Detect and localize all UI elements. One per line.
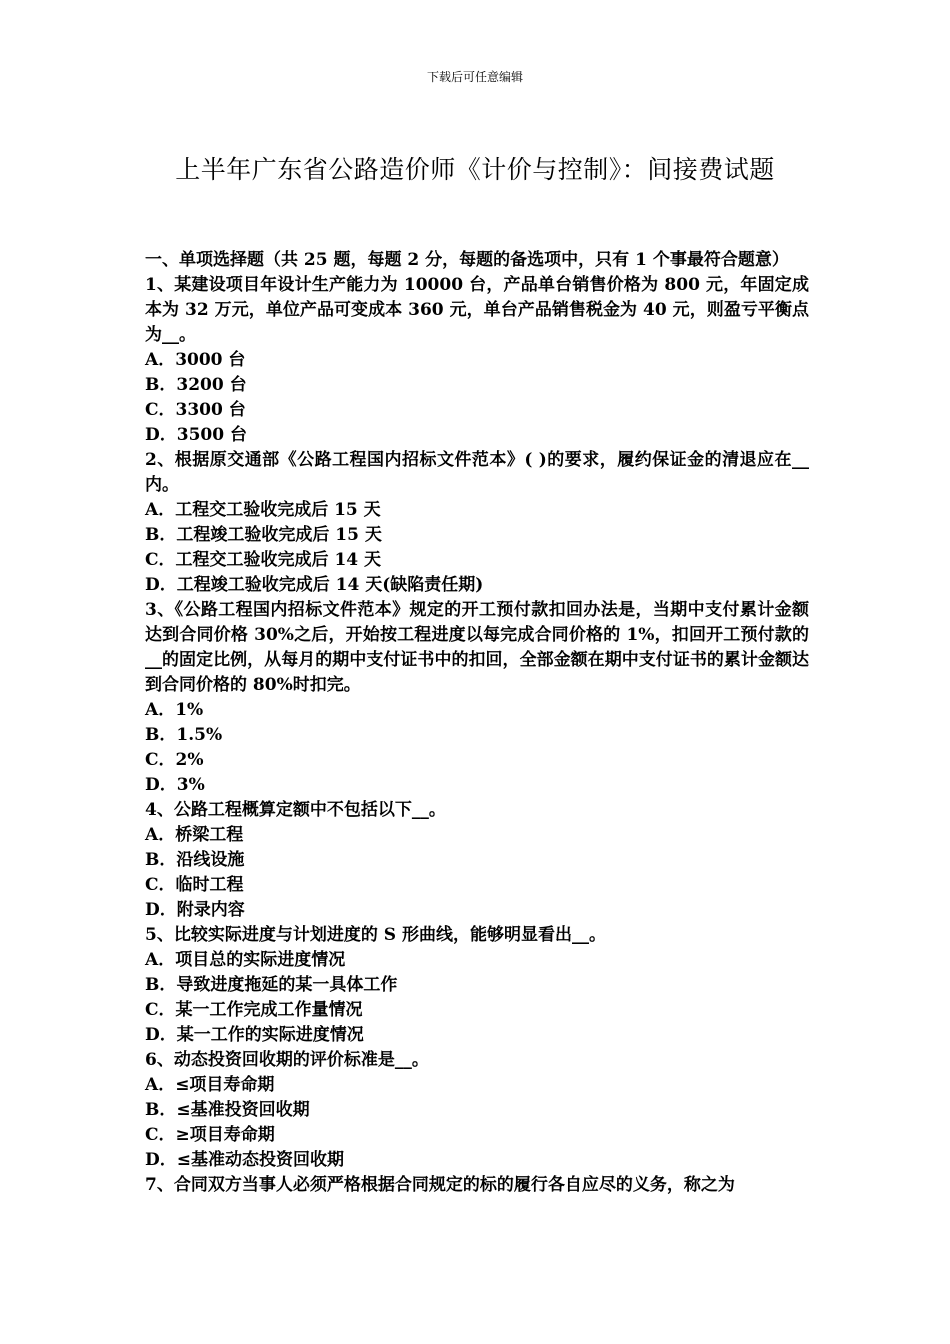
text-line: A．桥梁工程 (145, 825, 244, 845)
text-line: C．某一工作完成工作量情况 (145, 1000, 363, 1020)
text-line: C．2% (145, 750, 204, 770)
text-line: C．≥项目寿命期 (145, 1125, 275, 1145)
text-line: D．工程竣工验收完成后 14 天(缺陷责任期) (145, 575, 484, 595)
text-line: 5、比较实际进度与计划进度的 S 形曲线，能够明显看出__。 (145, 925, 606, 945)
document-body (145, 248, 809, 1198)
text-line: B．导致进度拖延的某一具体工作 (145, 975, 398, 995)
text-line: 3、《公路工程国内招标文件范本》规定的开工预付款扣回办法是，当期中支付累计金额达到合同价格 30%之后，开始按工程进度以每完成合同价格的 1%，扣回开工预付款的__的固定比例，从每月的期中支付证书中的扣回，全部金额在期中支付证书的累计金额达到合同价格的 80%时扣完。 (145, 600, 809, 695)
text-line: 6、动态投资回收期的评价标准是__。 (145, 1050, 429, 1070)
text-line: A．工程交工验收完成后 15 天 (145, 500, 381, 520)
text-line: B．沿线设施 (145, 850, 245, 870)
text-line: 4、公路工程概算定额中不包括以下__。 (145, 800, 446, 820)
text-line: D．3% (145, 775, 205, 795)
text-line: D．3500 台 (145, 425, 247, 445)
text-line: B．工程竣工验收完成后 15 天 (145, 525, 382, 545)
text-line: C．3300 台 (145, 400, 246, 420)
text-line: D．附录内容 (145, 900, 245, 920)
text-line: A．1% (145, 700, 204, 720)
text-line: 2、根据原交通部《公路工程国内招标文件范本》( )的要求，履约保证金的清退应在__内。 (145, 450, 809, 495)
text-line: D．≤基准动态投资回收期 (145, 1150, 344, 1170)
text-line: D．某一工作的实际进度情况 (145, 1025, 364, 1045)
text-line: B．1.5% (145, 725, 223, 745)
text-line: 一、单项选择题（共 25 题，每题 2 分，每题的备选项中，只有 1 个事最符合题意） (145, 250, 789, 270)
page-header: 下载后可任意编辑 (426, 70, 523, 84)
text-line: 1、某建设项目年设计生产能力为 10000 台，产品单台销售价格为 800 元，年固定成本为 32 万元，单位产品可变成本 360 元，单台产品销售税金为 40 元，则盈亏平衡点为__。 (145, 275, 809, 345)
text-line: 7、合同双方当事人必须严格根据合同规定的标的履行各自应尽的义务，称之为 (145, 1175, 735, 1195)
text-line: B．≤基准投资回收期 (145, 1100, 310, 1120)
text-line: C．临时工程 (145, 875, 244, 895)
text-line: A．≤项目寿命期 (145, 1075, 275, 1095)
text-line: C．工程交工验收完成后 14 天 (145, 550, 382, 570)
text-line: B．3200 台 (145, 375, 247, 395)
text-line: A．3000 台 (145, 350, 246, 370)
text-line: A．项目总的实际进度情况 (145, 950, 346, 970)
document-title: 上半年广东省公路造价师《计价与控制》：间接费试题 (175, 155, 775, 184)
